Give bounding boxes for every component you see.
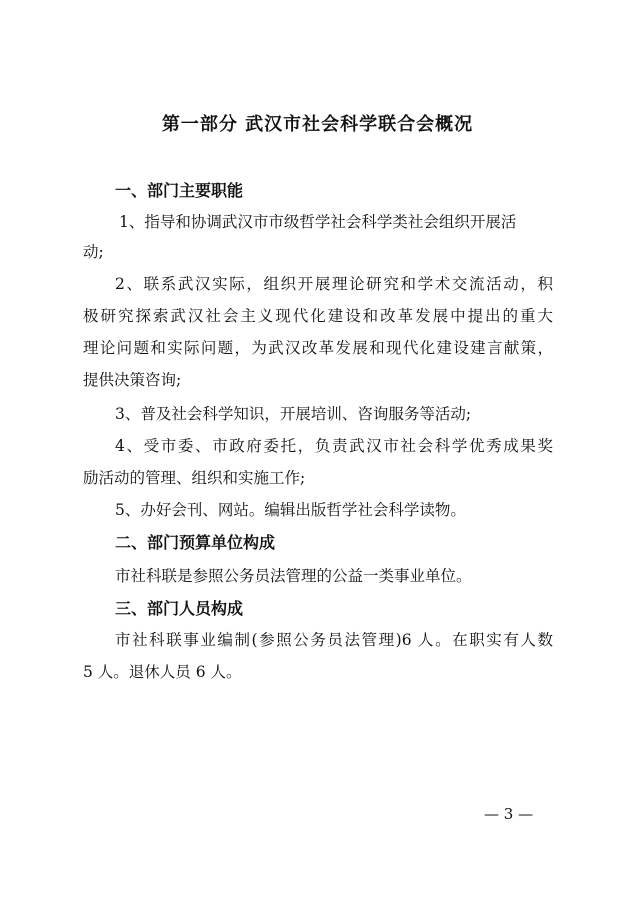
paragraph-line: 5、办好会刊、网站。编辑出版哲学社会科学读物。 xyxy=(115,501,466,519)
paragraph-line: 2、联系武汉实际，组织开展理论研究和学术交流活动，积 xyxy=(115,275,553,293)
paragraph-line: 励活动的管理、组织和实施工作; xyxy=(83,469,306,487)
section-heading-units: 二、部门预算单位构成 xyxy=(115,533,276,552)
section-heading-staff: 三、部门人员构成 xyxy=(115,599,244,618)
page-number: — 3 — xyxy=(484,805,534,823)
paragraph-line: 市社科联是参照公务员法管理的公益一类事业单位。 xyxy=(115,567,472,585)
paragraph-line: 市社科联事业编制(参照公务员法管理)6 人。在职实有人数 xyxy=(115,631,553,649)
paragraph-line: 理论问题和实际问题，为武汉改革发展和现代化建设建言献策， xyxy=(83,339,553,357)
paragraph-line: 动; xyxy=(83,243,104,261)
paragraph-line: 5 人。退休人员 6 人。 xyxy=(83,663,242,681)
page-title: 第一部分 武汉市社会科学联合会概况 xyxy=(161,114,474,135)
paragraph-line: 提供决策咨询; xyxy=(83,371,182,389)
paragraph-line: 4、受市委、市政府委托，负责武汉市社会科学优秀成果奖 xyxy=(115,437,553,455)
paragraph-line: 3、普及社会科学知识，开展培训、咨询服务等活动; xyxy=(115,405,472,423)
paragraph-line: 1、指导和协调武汉市市级哲学社会科学类社会组织开展活 xyxy=(119,213,517,231)
section-heading-functions: 一、部门主要职能 xyxy=(115,181,244,200)
paragraph-line: 极研究探索武汉社会主义现代化建设和改革发展中提出的重大 xyxy=(83,307,553,325)
